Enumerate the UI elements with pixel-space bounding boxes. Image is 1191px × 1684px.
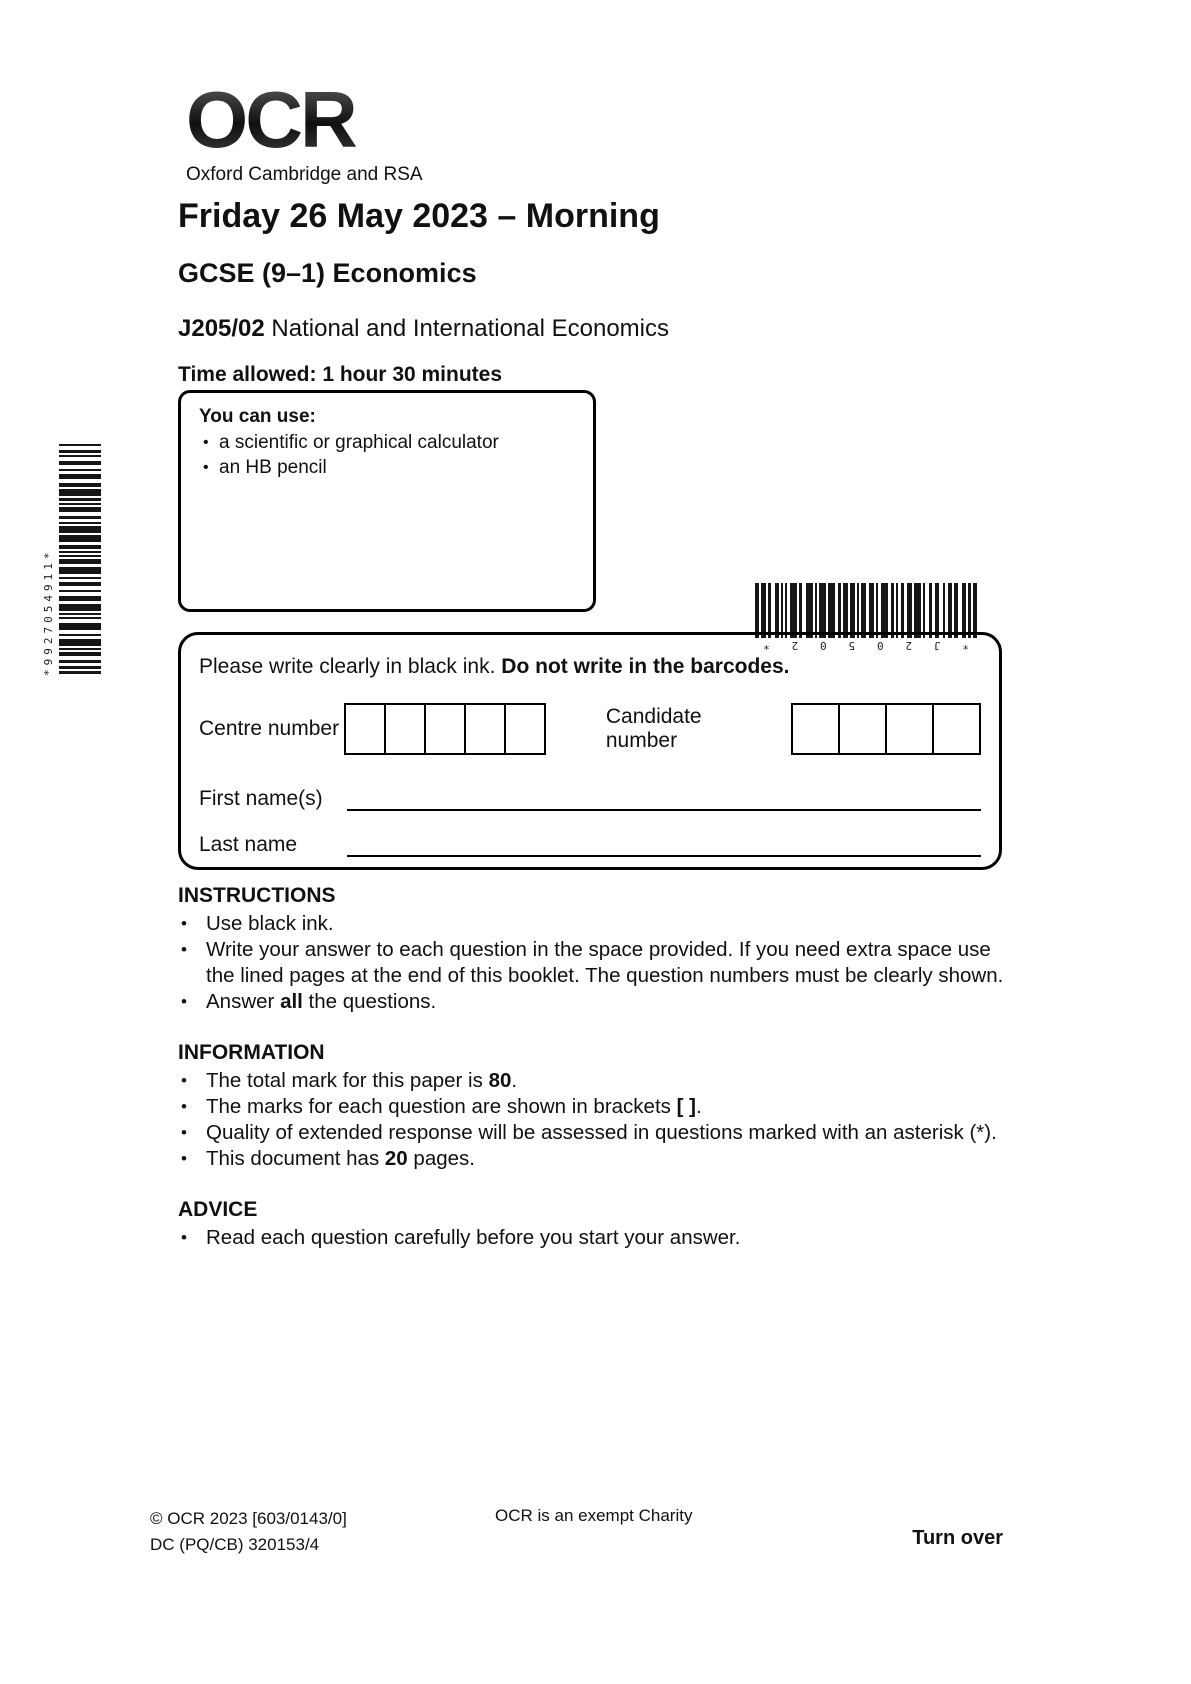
barcode-caption-char: *	[962, 639, 969, 652]
you-can-use-heading: You can use:	[199, 406, 316, 427]
barcode-caption-char: 2	[791, 639, 799, 652]
exam-date-title: Friday 26 May 2023 – Morning	[178, 197, 660, 235]
text-segment: This document has	[206, 1147, 385, 1170]
you-can-use-box	[178, 390, 596, 612]
last-name-input[interactable]	[347, 831, 981, 857]
ocr-logo	[186, 75, 423, 186]
turn-over-label: Turn over	[912, 1527, 1003, 1549]
paper-code-line	[178, 315, 938, 343]
text-segment: Write your answer to each question in the space provided. If you need extra space use the lined pages at the end of this booklet. The question numbers must be clearly shown.	[206, 938, 1004, 987]
text-segment: a scientific or graphical calculator	[219, 432, 499, 453]
number-row	[199, 703, 981, 755]
footer-dc-code: DC (PQ/CB) 320153/4	[150, 1535, 320, 1554]
instructions-heading: INSTRUCTIONS	[178, 884, 336, 907]
candidate-number-label: Candidate number	[605, 705, 702, 752]
list-item	[178, 1068, 1016, 1094]
digit-cell[interactable]	[424, 705, 464, 753]
last-name-row	[199, 831, 981, 857]
digit-cell[interactable]	[504, 705, 544, 753]
ocr-logo-text: OCR	[186, 80, 423, 160]
first-name-row	[199, 785, 981, 811]
text-segment: Do not write in the barcodes.	[501, 655, 790, 678]
list-item	[178, 1146, 1016, 1172]
you-can-use-list	[199, 430, 575, 480]
candidate-details-box	[178, 632, 1002, 870]
footer-left	[150, 1506, 347, 1558]
barcode-caption-char: *	[763, 639, 770, 652]
first-name-label: First name(s)	[199, 787, 323, 810]
information-section	[178, 1041, 1016, 1172]
centre-number-label: Centre number	[199, 717, 340, 740]
text-segment: The total mark for this paper is	[206, 1069, 489, 1092]
first-name-input[interactable]	[347, 785, 981, 811]
text-segment: J205/02	[178, 315, 265, 342]
information-heading: INFORMATION	[178, 1041, 325, 1064]
digit-cell[interactable]	[464, 705, 504, 753]
instructions-list	[178, 911, 1016, 1015]
vertical-barcode	[42, 444, 101, 676]
body-sections	[178, 884, 1016, 1277]
text-segment: Read each question carefully before you start your answer.	[206, 1226, 741, 1249]
candidate-number-cells	[791, 703, 981, 755]
list-item	[178, 989, 1016, 1015]
information-list	[178, 1068, 1016, 1172]
text-segment: all	[280, 990, 303, 1013]
header-titles	[178, 196, 938, 387]
list-item	[178, 1225, 1016, 1251]
text-segment: Answer	[206, 990, 281, 1013]
barcode-caption-char: J	[933, 639, 941, 652]
advice-heading: ADVICE	[178, 1198, 258, 1221]
text-segment: 80	[488, 1069, 512, 1092]
list-item	[178, 911, 1016, 937]
time-allowed: Time allowed: 1 hour 30 minutes	[178, 363, 503, 386]
instructions-section	[178, 884, 1016, 1015]
barcode-caption-char: 0	[820, 639, 827, 652]
list-item	[178, 1120, 1016, 1146]
text-segment: Use black ink.	[206, 912, 334, 935]
text-segment: National and International Economics	[264, 315, 670, 342]
list-item	[199, 455, 575, 480]
text-segment: .	[511, 1069, 518, 1092]
list-item	[199, 430, 575, 455]
advice-list	[178, 1225, 1016, 1251]
last-name-label: Last name	[199, 833, 298, 856]
digit-cell[interactable]	[838, 705, 885, 753]
ocr-logo-subtitle: Oxford Cambridge and RSA	[186, 164, 423, 185]
barcode-caption-char: 5	[848, 639, 856, 652]
qualification-title: GCSE (9–1) Economics	[178, 258, 477, 288]
text-segment: .	[695, 1095, 702, 1118]
text-segment: an HB pencil	[219, 457, 327, 478]
text-segment: Please write clearly in black ink.	[199, 655, 502, 678]
advice-section	[178, 1198, 1016, 1251]
text-segment: 20	[384, 1147, 408, 1170]
text-segment: the questions.	[302, 990, 437, 1013]
centre-number-cells	[344, 703, 546, 755]
list-item	[178, 937, 1016, 989]
vertical-barcode-label: *9927054911*	[42, 548, 55, 676]
text-segment: [ ]	[676, 1095, 696, 1118]
digit-cell[interactable]	[932, 705, 979, 753]
barcode-caption-char: 0	[876, 639, 884, 652]
black-ink-notice	[199, 655, 981, 679]
barcode-caption-char: 2	[905, 639, 913, 652]
vertical-barcode-bars	[59, 444, 101, 676]
footer-copyright: © OCR 2023 [603/0143/0]	[150, 1509, 347, 1528]
text-segment: The marks for each question are shown in brackets	[206, 1095, 677, 1118]
horizontal-barcode-bars	[755, 583, 977, 638]
list-item	[178, 1094, 1016, 1120]
digit-cell[interactable]	[793, 705, 838, 753]
digit-cell[interactable]	[384, 705, 424, 753]
digit-cell[interactable]	[885, 705, 932, 753]
digit-cell[interactable]	[346, 705, 384, 753]
text-segment: Quality of extended response will be assessed in questions marked with an asterisk (*).	[206, 1121, 997, 1144]
text-segment: pages.	[407, 1147, 475, 1170]
footer-charity: OCR is an exempt Charity	[495, 1506, 693, 1525]
